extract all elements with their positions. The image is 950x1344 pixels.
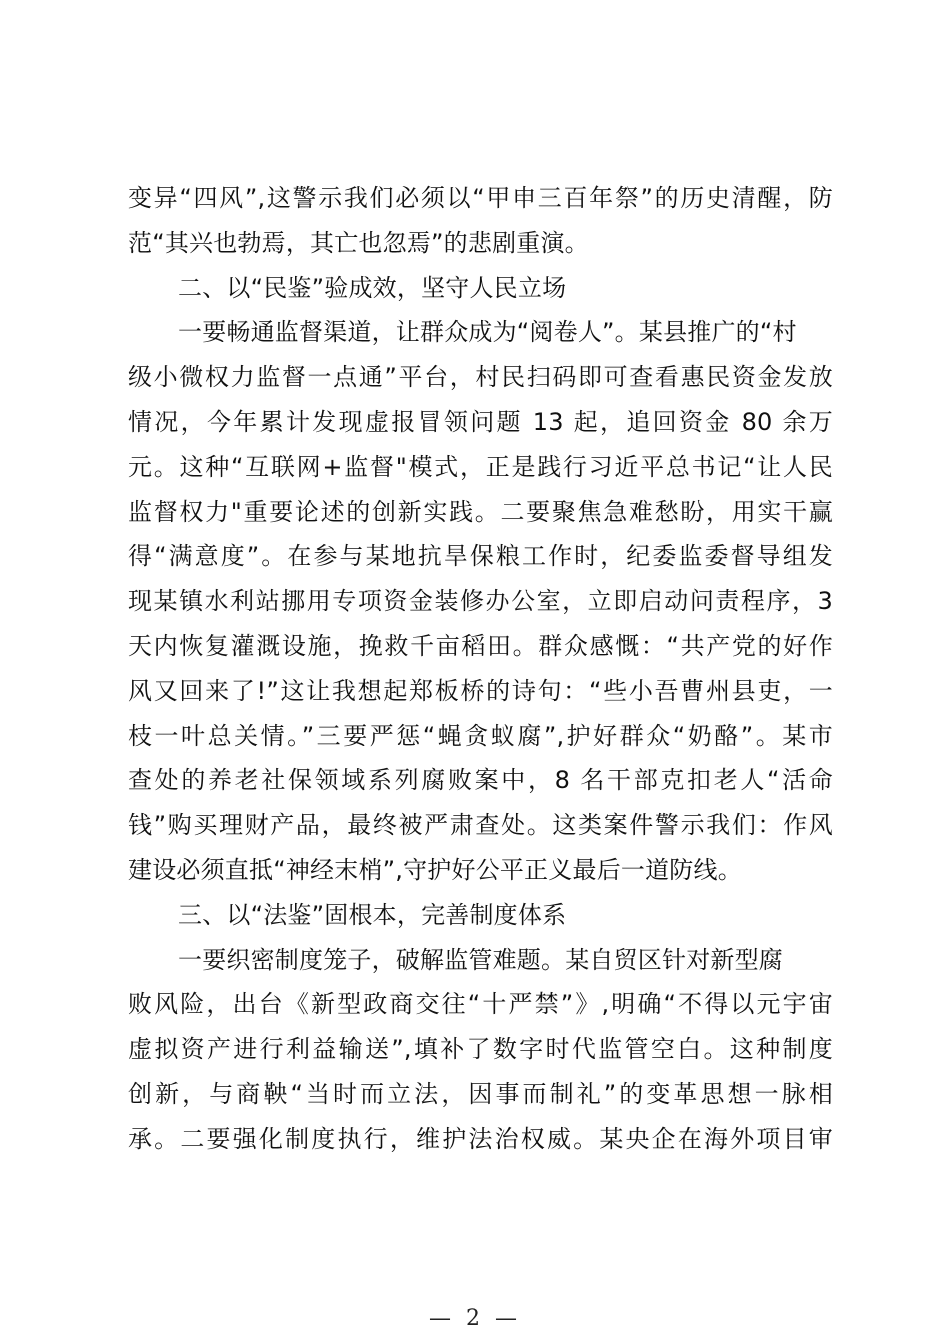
text-line: 现某镇水利站挪用专项资金装修办公室，立即启动问责程序，3 [128, 587, 833, 616]
text-line: 变异“四风”,这警示我们必须以“甲申三百年祭”的历史清醒，防 [128, 184, 833, 212]
text-line: 承。二要强化制度执行，维护法治权威。某央企在海外项目审 [128, 1124, 833, 1153]
text-line: 情况，今年累计发现虚报冒领问题 13 起，追回资金 80 余万 [128, 407, 833, 436]
text-line: 得“满意度”。在参与某地抗旱保粮工作时，纪委监委督导组发 [128, 542, 833, 571]
text-line: 一要织密制度笼子，破解监管难题。某自贸区针对新型腐 [178, 945, 783, 974]
text-line: 级小微权力监督一点通”平台，村民扫码即可查看惠民资金发放 [128, 363, 833, 392]
page-number: — 2 — [429, 1306, 521, 1331]
text-line: 建设必须直抵“神经末梢”,守护好公平正义最后一道防线。 [128, 855, 742, 884]
text-line: 查处的养老社保领域系列腐败案中，8 名干部克扣老人“活命 [128, 766, 833, 795]
text-line: 败风险，出台《新型政商交往“十严禁”》,明确“不得以元宇宙 [128, 990, 833, 1019]
document-body [128, 176, 833, 1162]
text-line: 一要畅通监督渠道，让群众成为“阅卷人”。某县推广的“村 [178, 318, 797, 347]
section-heading: 二、以“民鉴”验成效，坚守人民立场 [178, 273, 567, 302]
text-line: 天内恢复灌溉设施，挽救千亩稻田。群众感慨：“共产党的好作 [128, 631, 833, 660]
text-line: 虚拟资产进行利益输送”,填补了数字时代监管空白。这种制度 [128, 1035, 833, 1064]
text-line: 范“其兴也勃焉，其亡也忽焉”的悲剧重演。 [128, 228, 589, 257]
section-heading: 三、以“法鉴”固根本，完善制度体系 [178, 900, 567, 929]
text-line: 监督权力"重要论述的创新实践。二要聚焦急难愁盼，用实干赢 [128, 497, 833, 526]
text-line: 风又回来了!”这让我想起郑板桥的诗句：“些小吾曹州县吏，一 [128, 676, 833, 705]
text-line: 钱”购买理财产品，最终被严肃查处。这类案件警示我们：作风 [128, 811, 833, 840]
text-line: 创新，与商鞅“当时而立法，因事而制礼”的变革思想一脉相 [128, 1079, 833, 1108]
text-line: 枝一叶总关情。”三要严惩“蝇贪蚁腐”,护好群众“奶酪”。某市 [128, 721, 833, 750]
text-line: 元。这种“互联网+监督"模式，正是践行习近平总书记“让人民 [128, 452, 833, 481]
